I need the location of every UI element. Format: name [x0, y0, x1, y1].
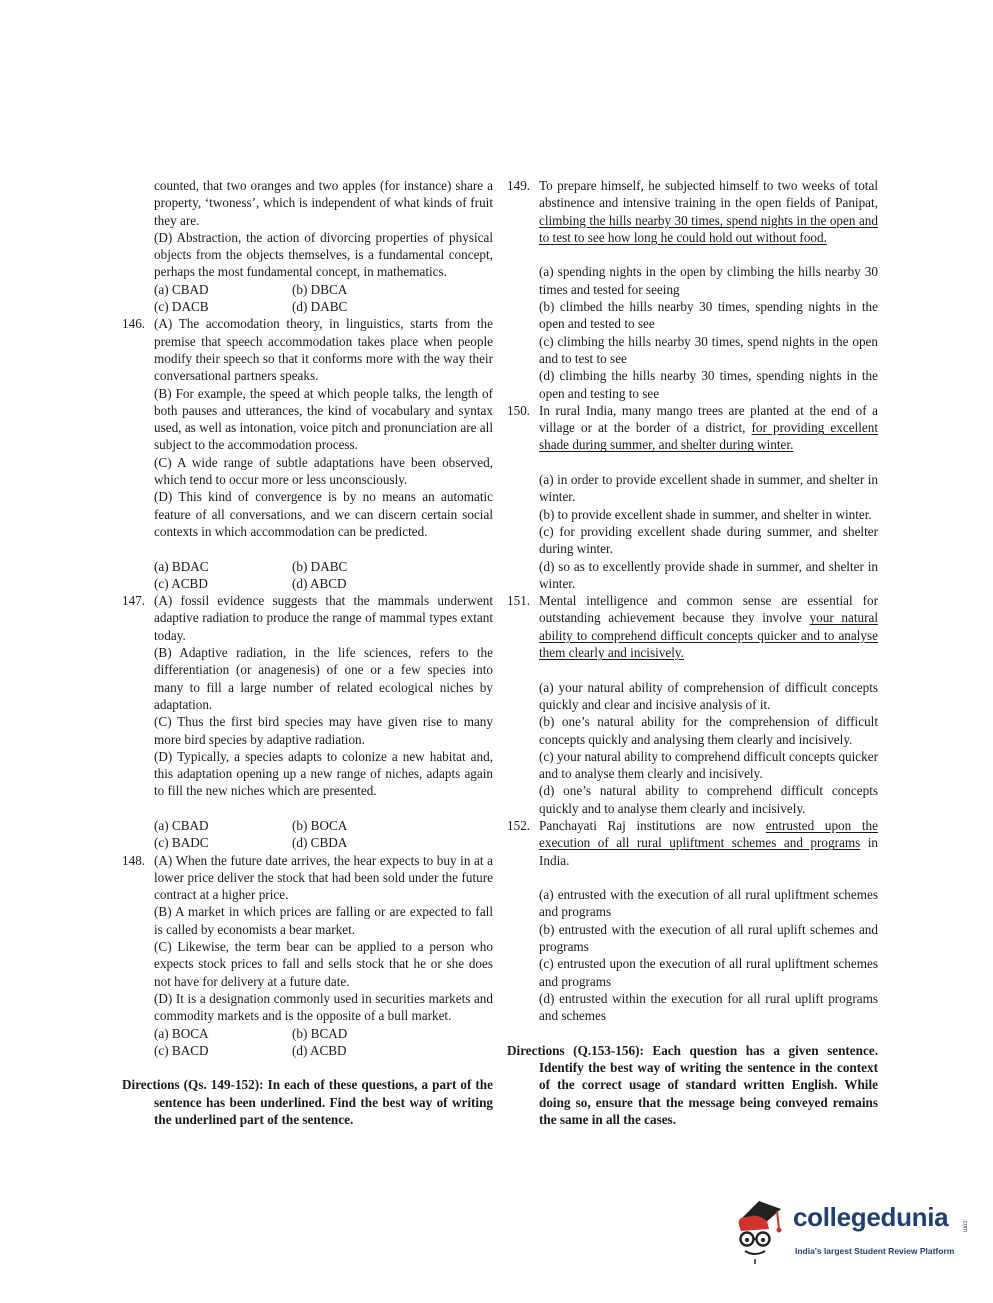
question-147 [122, 592, 493, 800]
q150-option-a: (a) in order to provide excellent shade in summer, and shelter in winter. [539, 472, 878, 505]
q146-statement-b: (B) For example, the speed at which people talks, the length of both pauses and utterances, the kind of vocabulary and syntax used, as well as intonation, voice pitch and pronunciation are all subject to the accommodation process. [154, 385, 493, 453]
question-152 [507, 817, 878, 1025]
q150-underlined-part: for providing excellent shade during summer, and shelter during winter. [539, 420, 878, 453]
q149-sentence-text: To prepare himself, he subjected himself to two weeks of total abstinence and intensive training in the open fields of Panipat, [539, 178, 878, 211]
q145-continued-text: counted, that two oranges and two apples (for instance) share a property, ‘twoness’, which is independent of what kinds of fruit they are. [154, 178, 493, 228]
q148-statement-d: (D) It is a designation commonly used in securities markets and commodity markets and is the opposite of a bull market. [154, 990, 493, 1024]
q150-option-c: (c) for providing excellent shade during summer, and shelter during winter. [539, 523, 878, 557]
q149-option-d: (d) climbing the hills nearby 30 times, spending nights in the open and testing to see [539, 368, 878, 401]
q151-option-a: (a) your natural ability of comprehension of difficult concepts quickly and clear and incisive analysis of it. [539, 679, 878, 712]
q146-option-b: (b) DABC [292, 558, 348, 574]
q145-option-d: (d) DABC [292, 299, 348, 315]
q150-option-b: (b) to provide excellent shade in summer, and shelter in winter. [539, 506, 872, 522]
q146-statement-a: (A) The accomodation theory, in linguistics, starts from the premise that speech accommodation takes place when people modify their speech so that it conforms more with the way their conversational partners speaks. [154, 316, 493, 384]
q150-sentence [539, 402, 878, 454]
question-148 [122, 852, 493, 1025]
q146-statement-d: (D) This kind of convergence is by no means an automatic feature of all conversations, and we can discern certain social contexts in which accommodation can be predicted. [154, 489, 493, 539]
question-146 [122, 315, 493, 540]
right-column [507, 177, 878, 1128]
q151-sentence-text: Mental intelligence and common sense are essential for outstanding achievement because they involve [539, 593, 878, 626]
logo-tagline: India's largest Student Review Platform [795, 1246, 955, 1256]
question-number: 146. [122, 316, 146, 332]
q148-statement-c: (C) Likewise, the term bear can be applied to a person who expects stock prices to fall and sells stock that he or she does not have for delivery at a future date. [154, 939, 493, 989]
q147-statement-c: (C) Thus the first bird species may have given rise to many more bird species by adaptive radiation. [154, 714, 493, 747]
q152-sentence-text: Panchayati Raj institutions are now [539, 817, 766, 833]
q148-option-b: (b) BCAD [292, 1025, 348, 1041]
q151-sentence [539, 592, 878, 661]
logo-domain: .com [961, 1219, 968, 1233]
question-149 [507, 177, 878, 402]
q151-underlined-part: your natural ability to comprehend difficult concepts quicker and to analyse them clearly and incisively. [539, 610, 878, 661]
q146-option-c: (c) ACBD [154, 575, 208, 591]
q151-option-d: (d) one’s natural ability to comprehend difficult concepts quickly and to analyse them clearly and incisively. [539, 783, 878, 816]
question-number: 150. [507, 402, 531, 418]
question-number: 147. [122, 593, 146, 609]
q150-sentence-text: In rural India, many mango trees are planted at the end of a village or at the border of a district, [539, 402, 878, 436]
q148-option-c: (c) BACD [154, 1042, 209, 1058]
question-number: 148. [122, 852, 146, 868]
q145-options [122, 281, 493, 316]
question-number: 149. [507, 178, 531, 193]
q145-option-c: (c) DACB [154, 299, 209, 315]
q149-option-a: (a) spending nights in the open by climbing the hills nearby 30 times and tested for seeing [539, 264, 878, 297]
q147-statement-a: (A) fossil evidence suggests that the mammals underwent adaptive radiation to produce the range of mammal types extant today. [154, 593, 493, 643]
question-151 [507, 592, 878, 817]
q148-statement-b: (B) A market in which prices are falling or are expected to fall is called by economists a bear market. [154, 904, 493, 937]
q147-statement-b: (B) Adaptive radiation, in the life sciences, refers to the differentiation (or anagenesis) of one or a few species into many to fill a large number of related ecological niches by adaptation. [154, 645, 493, 712]
q146-option-d: (d) ABCD [292, 575, 347, 591]
q151-option-b: (b) one’s natural ability for the comprehension of difficult concepts quickly and analysing them clearly and incisively. [539, 714, 878, 747]
q152-option-b: (b) entrusted with the execution of all rural uplift schemes and programs [539, 921, 878, 955]
q149-option-b: (b) climbed the hills nearby 30 times, spending nights in the open and tested to see [539, 299, 878, 332]
q145-option-b: (b) DBCA [292, 281, 348, 297]
q152-option-a: (a) entrusted with the execution of all rural upliftment schemes and programs [539, 887, 878, 920]
q149-option-c: (c) climbing the hills nearby 30 times, spend nights in the open and to test to see [539, 333, 878, 366]
q147-option-b: (b) BOCA [292, 817, 348, 833]
q148-options [122, 1025, 493, 1060]
q150-option-d: (d) so as to excellently provide shade in summer, and shelter in winter. [539, 558, 878, 591]
logo-wordmark: collegedunia [793, 1202, 949, 1232]
left-column [122, 177, 493, 1128]
q146-options [122, 558, 493, 593]
q146-option-a: (a) BDAC [154, 558, 209, 574]
q152-option-c: (c) entrusted upon the execution of all rural upliftment schemes and programs [539, 956, 878, 989]
q145-option-a: (a) CBAD [154, 281, 209, 297]
q148-option-a: (a) BOCA [154, 1025, 209, 1041]
question-number: 152. [507, 817, 531, 833]
q148-option-d: (d) ACBD [292, 1042, 347, 1058]
collegedunia-logo [733, 1195, 968, 1265]
question-150 [507, 402, 878, 592]
directions-149-152: Directions (Qs. 149-152): In each of these questions, a part of the sentence has been underlined. Find the best way of writing the underlined part of the sentence. [122, 1077, 493, 1128]
q147-option-a: (a) CBAD [154, 817, 209, 833]
q146-statement-c: (C) A wide range of subtle adaptations have been observed, which tend to occur more or less unconsciously. [154, 454, 493, 488]
mascot-icon [733, 1195, 791, 1265]
question-number: 151. [507, 593, 531, 609]
q147-option-d: (d) CBDA [292, 835, 348, 851]
directions-153-156: Directions (Q.153-156): Each question has a given sentence. Identify the best way of writing the sentence in the context of the correct usage of standard written English. While doing so, ensure that the message being conveyed remains the same in all the cases. [507, 1042, 878, 1128]
q148-statement-a: (A) When the future date arrives, the hear expects to buy in at a lower price deliver the stock that had been sold under the future contract at a higher price. [154, 852, 493, 903]
q149-underlined-part: climbing the hills nearby 30 times, spend nights in the open and to test to see how long he could hold out without food. [539, 212, 878, 245]
q145-statement-d: (D) Abstraction, the action of divorcing properties of physical objects from the objects themselves, is a fundamental concept, perhaps the most fundamental concept, in mathematics. [154, 229, 493, 280]
q147-options [122, 817, 493, 852]
q152-sentence [539, 817, 878, 869]
q152-sentence-end: in India. [539, 835, 878, 868]
q147-statement-d: (D) Typically, a species adapts to colonize a new habitat and, this adaptation opening up a new range of niches, adapts again to fill the new niches which are presented. [154, 748, 493, 799]
q152-option-d: (d) entrusted within the execution for all rural uplift programs and schemes [539, 990, 878, 1024]
q151-option-c: (c) your natural ability to comprehend difficult concepts quicker and to analyse them clearly and incisively. [539, 748, 878, 782]
q147-option-c: (c) BADC [154, 835, 209, 851]
q152-underlined-part: entrusted upon the execution of all rural upliftment schemes and programs [539, 817, 879, 851]
q149-sentence [539, 177, 878, 246]
